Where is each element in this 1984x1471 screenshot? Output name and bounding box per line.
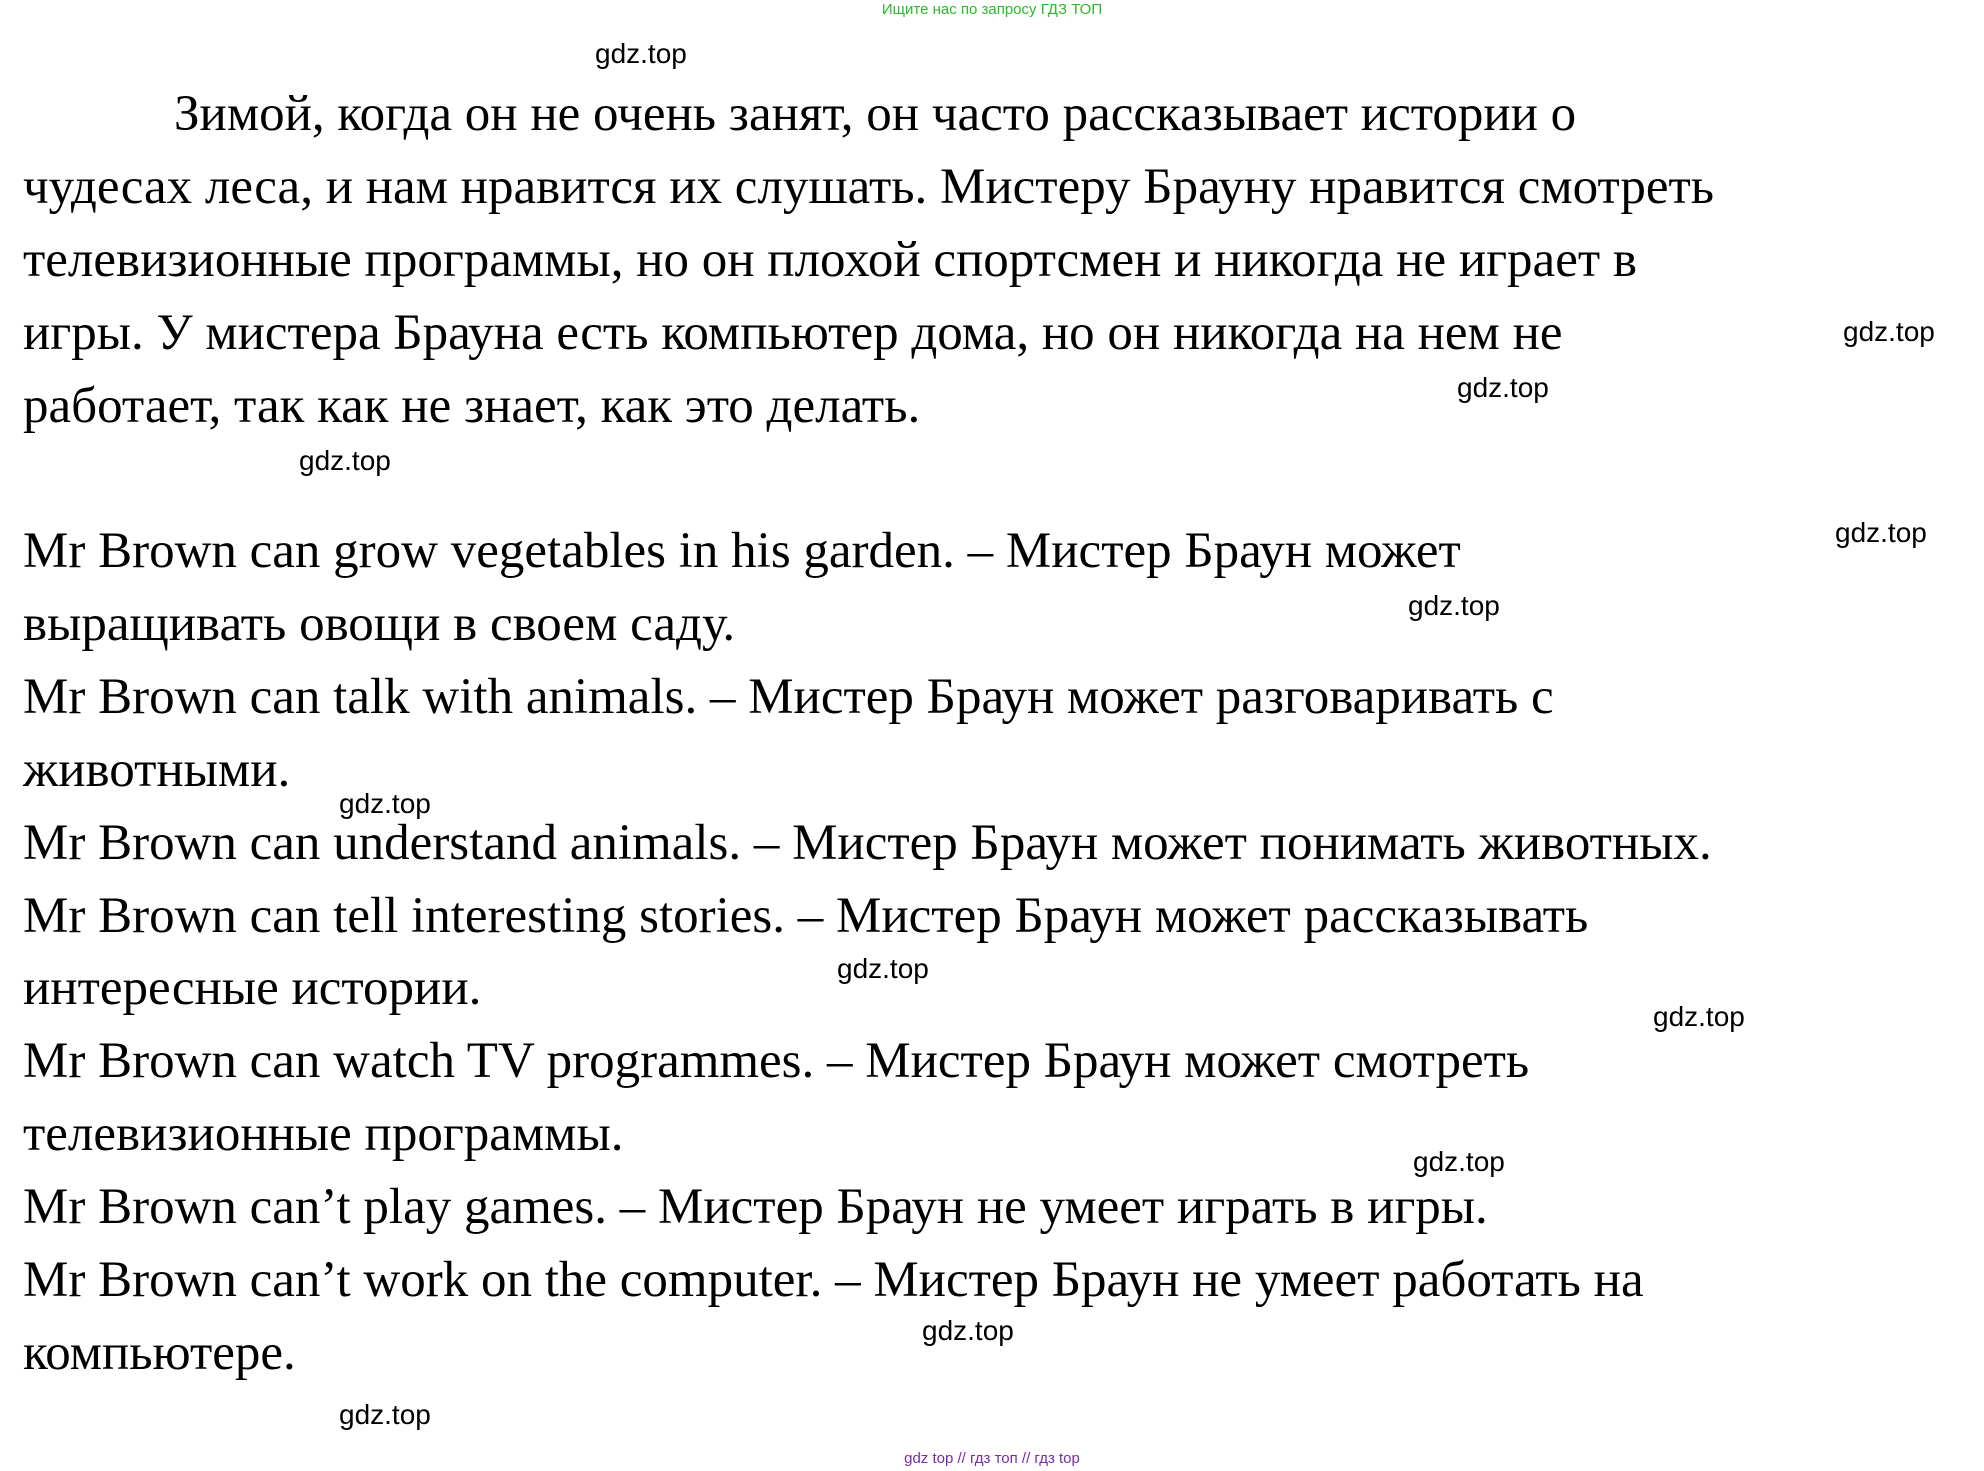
sentence-line: Mr Brown can watch TV programmes. – Мистер Браун может смотреть	[23, 1033, 1530, 1089]
header-note: Ищите нас по запросу ГДЗ ТОП	[881, 1, 1103, 18]
watermark: gdz.top	[299, 445, 391, 476]
sentence-line: выращивать овощи в своем саду.	[23, 596, 736, 652]
watermark: gdz.top	[922, 1315, 1014, 1346]
sentence-line: компьютере.	[23, 1325, 296, 1381]
paragraph-line: чудесах леса, и нам нравится их слушать. Мистеру Брауну нравится смотреть	[23, 159, 1715, 215]
paragraph-line: работает, так как не знает, как это делать.	[23, 378, 921, 434]
sentence-line: Mr Brown can’t work on the computer. – Мистер Браун не умеет работать на	[23, 1252, 1644, 1308]
watermark: gdz.top	[837, 953, 929, 984]
footer-note: gdz top // гдз топ // гдз top	[904, 1450, 1080, 1467]
sentence-line: животными.	[23, 742, 291, 798]
watermark: gdz.top	[1408, 590, 1500, 621]
sentence-line: телевизионные программы.	[23, 1106, 624, 1162]
watermark: gdz.top	[1413, 1146, 1505, 1177]
watermark: gdz.top	[339, 1399, 431, 1430]
watermark: gdz.top	[339, 788, 431, 819]
sentence-line: Mr Brown can’t play games. – Мистер Браун не умеет играть в игры.	[23, 1179, 1488, 1235]
watermark: gdz.top	[1653, 1001, 1745, 1032]
paragraph-line: игры. У мистера Брауна есть компьютер дома, но он никогда на нем не	[23, 305, 1563, 361]
watermark: gdz.top	[1843, 316, 1935, 347]
sentence-line: Mr Brown can understand animals. – Мистер Браун может понимать животных.	[23, 815, 1712, 871]
watermark: gdz.top	[1457, 372, 1549, 403]
watermark: gdz.top	[595, 38, 687, 69]
watermark: gdz.top	[1835, 517, 1927, 548]
sentence-line: Mr Brown can talk with animals. – Мистер Браун может разговаривать с	[23, 669, 1554, 725]
paragraph-line: Зимой, когда он не очень занят, он часто рассказывает истории о	[174, 86, 1577, 142]
sentence-line: Mr Brown can grow vegetables in his garden. – Мистер Браун может	[23, 523, 1461, 579]
paragraph-line: телевизионные программы, но он плохой спортсмен и никогда не играет в	[23, 232, 1637, 288]
sentence-line: Mr Brown can tell interesting stories. – Мистер Браун может рассказывать	[23, 888, 1589, 944]
sentence-line: интересные истории.	[23, 960, 482, 1016]
